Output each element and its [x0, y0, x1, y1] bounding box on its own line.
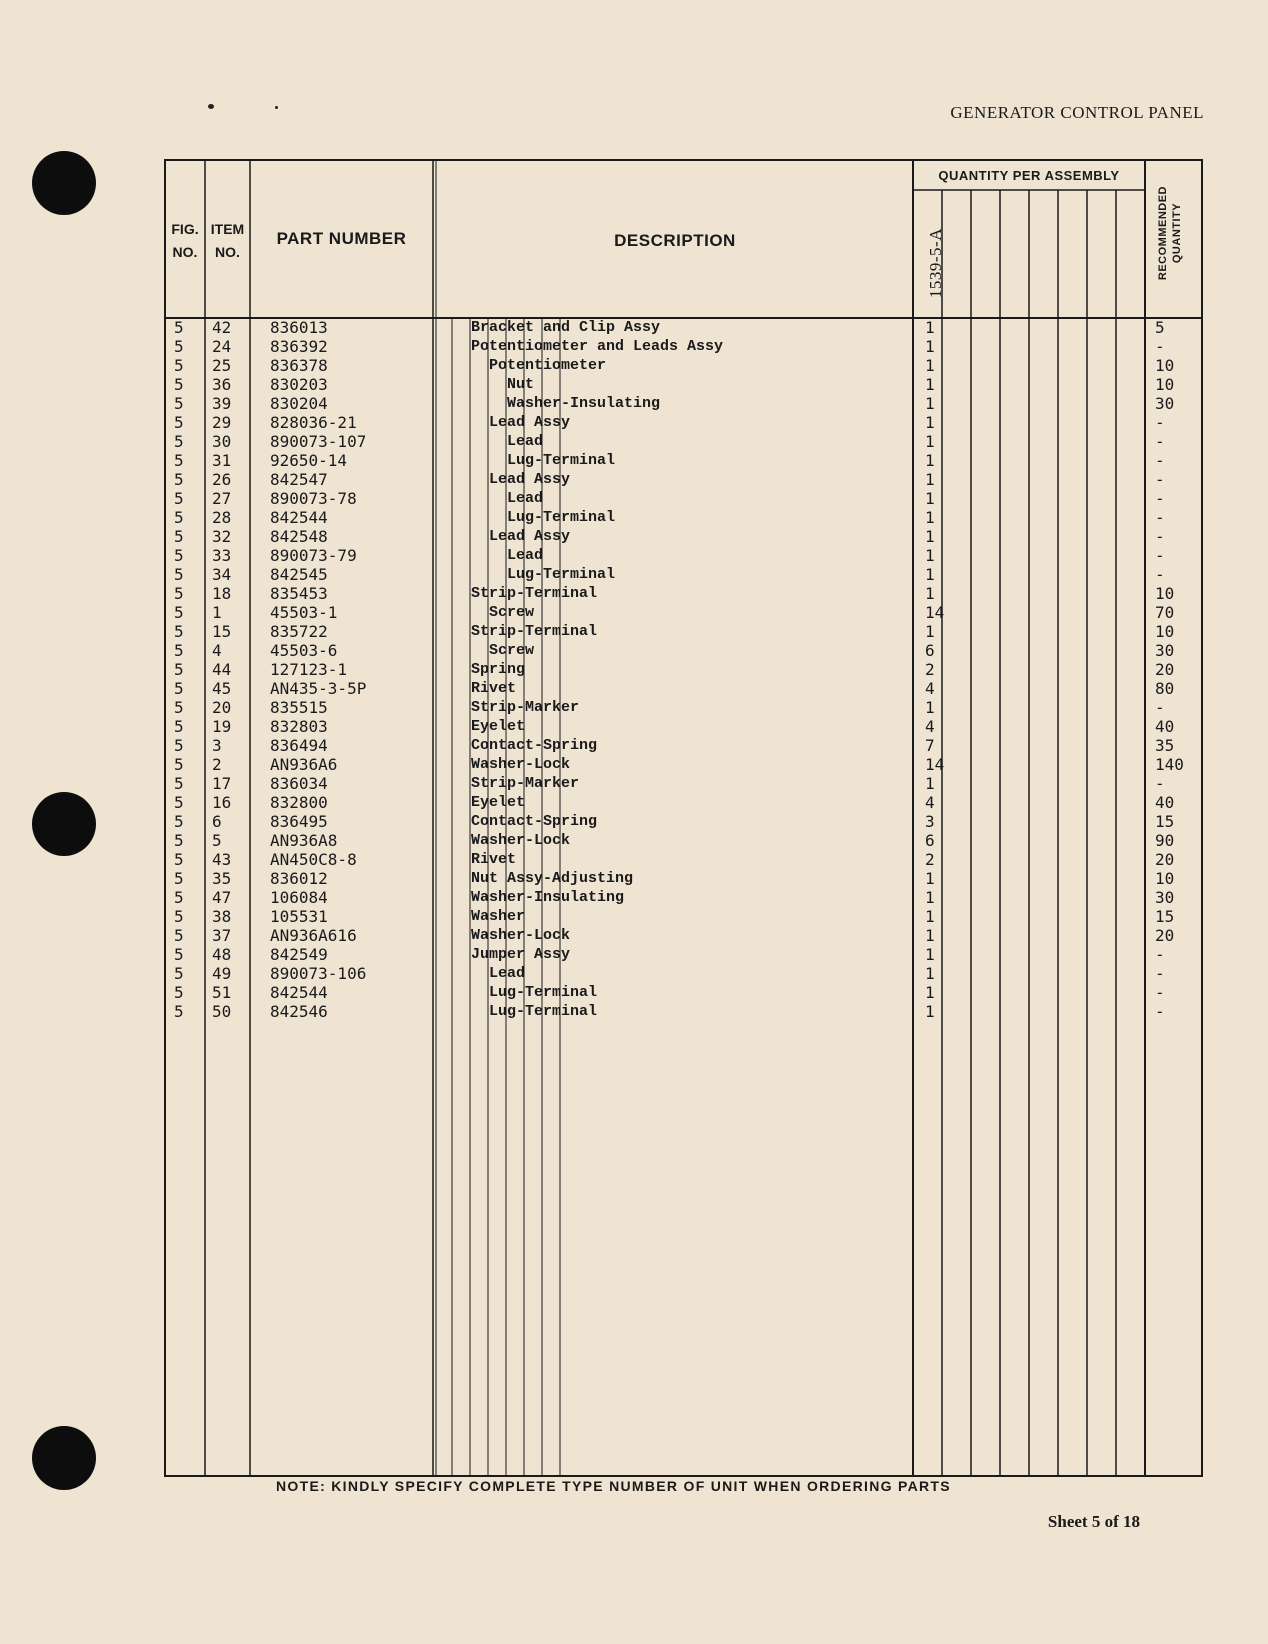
description-cell: Lug-Terminal	[507, 452, 616, 469]
table-row	[0, 660, 1268, 679]
table-row	[0, 755, 1268, 774]
description-cell: Nut	[507, 376, 535, 393]
part-number-cell: 842548	[270, 527, 328, 546]
quantity-cell: 4	[925, 717, 935, 736]
part-number-cell: 890073-106	[270, 964, 367, 983]
table-row	[0, 603, 1268, 622]
table-row	[0, 451, 1268, 470]
fig-no-cell: 5	[174, 1002, 184, 1021]
quantity-cell: 1	[925, 546, 935, 565]
quantity-cell: 1	[925, 375, 935, 394]
part-number-cell: 45503-6	[270, 641, 338, 660]
fig-no-cell: 5	[174, 356, 184, 375]
description-header: DESCRIPTION	[614, 231, 736, 250]
quantity-cell: 1	[925, 698, 935, 717]
quantity-cell: 1	[925, 527, 935, 546]
part-number-cell: 842547	[270, 470, 328, 489]
description-cell: Lead Assy	[489, 414, 571, 431]
table-row	[0, 356, 1268, 375]
part-number-cell: 836494	[270, 736, 328, 755]
table-row	[0, 622, 1268, 641]
description-cell: Lead	[507, 547, 544, 564]
table-row	[0, 1002, 1268, 1021]
item-no-cell: 51	[212, 983, 232, 1002]
part-number-cell: 842546	[270, 1002, 328, 1021]
recommended-quantity-cell: 10	[1155, 356, 1175, 375]
quantity-cell: 1	[925, 489, 935, 508]
quantity-cell: 1	[925, 888, 935, 907]
item-no-cell: 48	[212, 945, 232, 964]
recommended-quantity-cell: 90	[1155, 831, 1175, 850]
table-row	[0, 470, 1268, 489]
part-number-cell: 842544	[270, 983, 328, 1002]
item-no-cell: 36	[212, 375, 232, 394]
fig-no-cell: 5	[174, 793, 184, 812]
description-cell: Bracket and Clip Assy	[471, 319, 661, 336]
description-cell: Nut Assy-Adjusting	[471, 870, 634, 887]
quantity-cell: 1	[925, 318, 935, 337]
recommended-quantity-cell: 40	[1155, 717, 1175, 736]
item-no-cell: 50	[212, 1002, 232, 1021]
part-number-cell: AN936A6	[270, 755, 338, 774]
part-number-cell: 836034	[270, 774, 328, 793]
description-cell: Screw	[489, 642, 535, 659]
item-no-cell: 25	[212, 356, 232, 375]
item-no-cell: 27	[212, 489, 232, 508]
part-number-cell: 890073-79	[270, 546, 357, 565]
recommended-quantity-header-line1: RECOMMENDED	[1157, 186, 1169, 281]
description-cell: Lug-Terminal	[507, 566, 616, 583]
table-row	[0, 736, 1268, 755]
recommended-quantity-cell: 40	[1155, 793, 1175, 812]
table-row	[0, 413, 1268, 432]
table-row	[0, 432, 1268, 451]
fig-no-cell: 5	[174, 926, 184, 945]
fig-no-header-line2: NO.	[172, 244, 198, 260]
description-cell: Potentiometer and Leads Assy	[471, 338, 724, 355]
recommended-quantity-cell: 10	[1155, 869, 1175, 888]
part-number-cell: 92650-14	[270, 451, 348, 470]
fig-no-cell: 5	[174, 907, 184, 926]
fig-no-cell: 5	[174, 337, 184, 356]
fig-no-cell: 5	[174, 831, 184, 850]
part-number-cell: 836392	[270, 337, 328, 356]
quantity-cell: 1	[925, 1002, 935, 1021]
table-row	[0, 527, 1268, 546]
table-row	[0, 945, 1268, 964]
item-no-cell: 3	[212, 736, 222, 755]
table-row	[0, 584, 1268, 603]
item-no-cell: 35	[212, 869, 232, 888]
description-cell: Strip-Marker	[471, 699, 580, 716]
item-no-cell: 2	[212, 755, 222, 774]
description-cell: Lug-Terminal	[489, 1003, 598, 1020]
fig-no-cell: 5	[174, 850, 184, 869]
part-number-cell: 127123-1	[270, 660, 348, 679]
fig-no-cell: 5	[174, 869, 184, 888]
quantity-cell: 1	[925, 451, 935, 470]
fig-no-cell: 5	[174, 812, 184, 831]
description-cell: Jumper Assy	[471, 946, 571, 963]
fig-no-cell: 5	[174, 413, 184, 432]
fig-no-cell: 5	[174, 394, 184, 413]
item-no-cell: 39	[212, 394, 232, 413]
fig-no-cell: 5	[174, 508, 184, 527]
table-row	[0, 850, 1268, 869]
quantity-cell: 1	[925, 432, 935, 451]
recommended-quantity-cell: 5	[1155, 318, 1165, 337]
fig-no-cell: 5	[174, 679, 184, 698]
item-no-cell: 5	[212, 831, 222, 850]
recommended-quantity-cell: 35	[1155, 736, 1175, 755]
quantity-cell: 6	[925, 641, 935, 660]
description-cell: Rivet	[471, 851, 517, 868]
description-cell: Strip-Terminal	[471, 585, 598, 602]
recommended-quantity-cell: 10	[1155, 622, 1175, 641]
description-cell: Lug-Terminal	[507, 509, 616, 526]
description-cell: Contact-Spring	[471, 737, 598, 754]
recommended-quantity-cell: 30	[1155, 888, 1175, 907]
quantity-cell: 1	[925, 945, 935, 964]
item-no-cell: 1	[212, 603, 222, 622]
recommended-quantity-header	[1156, 186, 1184, 280]
part-number-cell: 828036-21	[270, 413, 357, 432]
table-row	[0, 812, 1268, 831]
part-number-cell: 836012	[270, 869, 328, 888]
item-no-cell: 33	[212, 546, 232, 565]
fig-no-cell: 5	[174, 641, 184, 660]
part-number-header: PART NUMBER	[276, 229, 407, 248]
recommended-quantity-cell: 20	[1155, 850, 1175, 869]
item-no-cell: 17	[212, 774, 232, 793]
fig-no-cell: 5	[174, 983, 184, 1002]
quantity-cell: 1	[925, 964, 935, 983]
fig-no-cell: 5	[174, 736, 184, 755]
recommended-quantity-cell: 15	[1155, 907, 1175, 926]
quantity-cell: 1	[925, 926, 935, 945]
description-cell: Lead Assy	[489, 471, 571, 488]
quantity-cell: 2	[925, 850, 935, 869]
item-no-cell: 26	[212, 470, 232, 489]
description-cell: Contact-Spring	[471, 813, 598, 830]
quantity-cell: 1	[925, 337, 935, 356]
fig-no-cell: 5	[174, 945, 184, 964]
recommended-quantity-cell: -	[1155, 1002, 1165, 1021]
item-no-cell: 38	[212, 907, 232, 926]
description-cell: Washer	[471, 908, 526, 925]
recommended-quantity-cell: -	[1155, 432, 1165, 451]
quantity-cell: 1	[925, 508, 935, 527]
part-number-cell: 842549	[270, 945, 328, 964]
item-no-cell: 49	[212, 964, 232, 983]
table-row	[0, 869, 1268, 888]
recommended-quantity-cell: 10	[1155, 584, 1175, 603]
item-no-cell: 43	[212, 850, 232, 869]
fig-no-cell: 5	[174, 527, 184, 546]
table-row	[0, 888, 1268, 907]
description-cell: Lug-Terminal	[489, 984, 598, 1001]
item-no-cell: 19	[212, 717, 232, 736]
recommended-quantity-cell: 80	[1155, 679, 1175, 698]
recommended-quantity-cell: -	[1155, 565, 1165, 584]
description-cell: Washer-Lock	[471, 756, 571, 773]
part-number-cell: 45503-1	[270, 603, 338, 622]
quantity-cell: 1	[925, 413, 935, 432]
description-cell: Strip-Marker	[471, 775, 580, 792]
recommended-quantity-cell: -	[1155, 527, 1165, 546]
quantity-cell: 2	[925, 660, 935, 679]
fig-no-header	[165, 218, 205, 264]
item-no-cell: 28	[212, 508, 232, 527]
table-row	[0, 489, 1268, 508]
description-cell: Potentiometer	[489, 357, 607, 374]
part-number-cell: AN936A8	[270, 831, 338, 850]
item-no-cell: 18	[212, 584, 232, 603]
fig-no-cell: 5	[174, 489, 184, 508]
quantity-cell: 4	[925, 793, 935, 812]
description-cell: Lead	[507, 433, 544, 450]
fig-no-cell: 5	[174, 451, 184, 470]
quantity-cell: 1	[925, 907, 935, 926]
recommended-quantity-cell: -	[1155, 337, 1165, 356]
fig-no-cell: 5	[174, 432, 184, 451]
recommended-quantity-cell: -	[1155, 470, 1165, 489]
fig-no-cell: 5	[174, 755, 184, 774]
description-cell: Lead Assy	[489, 528, 571, 545]
part-number-cell: 835722	[270, 622, 328, 641]
recommended-quantity-cell: -	[1155, 413, 1165, 432]
table-row	[0, 926, 1268, 945]
item-no-cell: 37	[212, 926, 232, 945]
quantity-cell: 14	[925, 755, 945, 774]
part-number-cell: 835453	[270, 584, 328, 603]
table-row	[0, 337, 1268, 356]
item-no-cell: 45	[212, 679, 232, 698]
quantity-cell: 3	[925, 812, 935, 831]
description-cell: Washer-Lock	[471, 927, 571, 944]
fig-no-cell: 5	[174, 470, 184, 489]
item-no-cell: 32	[212, 527, 232, 546]
part-number-cell: 842544	[270, 508, 328, 527]
part-number-cell: AN435-3-5P	[270, 679, 367, 698]
recommended-quantity-cell: 30	[1155, 394, 1175, 413]
quantity-cell: 14	[925, 603, 945, 622]
item-no-cell: 34	[212, 565, 232, 584]
recommended-quantity-cell: -	[1155, 451, 1165, 470]
recommended-quantity-cell: -	[1155, 983, 1165, 1002]
table-row	[0, 831, 1268, 850]
fig-no-cell: 5	[174, 888, 184, 907]
table-row	[0, 641, 1268, 660]
quantity-cell: 7	[925, 736, 935, 755]
part-number-cell: 842545	[270, 565, 328, 584]
description-cell: Rivet	[471, 680, 517, 697]
sheet-number: Sheet 5 of 18	[1047, 1512, 1140, 1531]
quantity-cell: 1	[925, 774, 935, 793]
fig-no-cell: 5	[174, 603, 184, 622]
table-row	[0, 318, 1268, 337]
recommended-quantity-cell: 70	[1155, 603, 1175, 622]
part-number-cell: AN450C8-8	[270, 850, 357, 869]
description-cell: Eyelet	[471, 718, 526, 735]
recommended-quantity-cell: -	[1155, 774, 1165, 793]
part-number-cell: 832803	[270, 717, 328, 736]
quantity-cell: 4	[925, 679, 935, 698]
fig-no-cell: 5	[174, 774, 184, 793]
fig-no-cell: 5	[174, 584, 184, 603]
table-row	[0, 565, 1268, 584]
fig-no-cell: 5	[174, 660, 184, 679]
item-no-cell: 24	[212, 337, 232, 356]
description-cell: Washer-Insulating	[471, 889, 625, 906]
item-no-cell: 29	[212, 413, 232, 432]
recommended-quantity-cell: 10	[1155, 375, 1175, 394]
recommended-quantity-header-line2: QUANTITY	[1171, 202, 1183, 264]
item-no-cell: 16	[212, 793, 232, 812]
recommended-quantity-cell: 140	[1155, 755, 1184, 774]
table-row	[0, 679, 1268, 698]
table-row	[0, 546, 1268, 565]
description-cell: Eyelet	[471, 794, 526, 811]
item-no-header-line1: ITEM	[210, 221, 245, 237]
fig-no-cell: 5	[174, 698, 184, 717]
fig-no-cell: 5	[174, 622, 184, 641]
item-no-header	[205, 218, 250, 264]
part-number-cell: 836495	[270, 812, 328, 831]
description-cell: Screw	[489, 604, 535, 621]
item-no-cell: 30	[212, 432, 232, 451]
page-title: GENERATOR CONTROL PANEL	[950, 103, 1204, 122]
part-number-cell: 830204	[270, 394, 328, 413]
quantity-cell: 1	[925, 470, 935, 489]
item-no-cell: 15	[212, 622, 232, 641]
quantity-cell: 1	[925, 584, 935, 603]
unit-model-header: 1539-5-A	[926, 228, 945, 299]
quantity-cell: 1	[925, 869, 935, 888]
recommended-quantity-cell: -	[1155, 489, 1165, 508]
table-row	[0, 774, 1268, 793]
table-row	[0, 375, 1268, 394]
item-no-cell: 31	[212, 451, 232, 470]
fig-no-cell: 5	[174, 964, 184, 983]
recommended-quantity-cell: -	[1155, 508, 1165, 527]
table-row	[0, 698, 1268, 717]
item-no-cell: 44	[212, 660, 232, 679]
fig-no-cell: 5	[174, 565, 184, 584]
part-number-cell: 835515	[270, 698, 328, 717]
quantity-cell: 1	[925, 983, 935, 1002]
description-cell: Washer-Lock	[471, 832, 571, 849]
ordering-note: NOTE: KINDLY SPECIFY COMPLETE TYPE NUMBER OF UNIT WHEN ORDERING PARTS	[276, 1478, 951, 1494]
part-number-cell: 890073-107	[270, 432, 367, 451]
table-row	[0, 717, 1268, 736]
fig-no-cell: 5	[174, 717, 184, 736]
item-no-cell: 42	[212, 318, 232, 337]
part-number-cell: 836378	[270, 356, 328, 375]
quantity-per-assembly-header: QUANTITY PER ASSEMBLY	[938, 168, 1120, 183]
description-cell: Washer-Insulating	[507, 395, 661, 412]
recommended-quantity-cell: 20	[1155, 926, 1175, 945]
recommended-quantity-cell: -	[1155, 964, 1165, 983]
recommended-quantity-cell: 20	[1155, 660, 1175, 679]
recommended-quantity-cell: -	[1155, 546, 1165, 565]
item-no-cell: 20	[212, 698, 232, 717]
item-no-cell: 4	[212, 641, 222, 660]
quantity-cell: 6	[925, 831, 935, 850]
part-number-cell: 836013	[270, 318, 328, 337]
recommended-quantity-cell: 15	[1155, 812, 1175, 831]
part-number-cell: 830203	[270, 375, 328, 394]
table-row	[0, 907, 1268, 926]
table-row	[0, 983, 1268, 1002]
part-number-cell: 832800	[270, 793, 328, 812]
description-cell: Lead	[489, 965, 526, 982]
fig-no-header-line1: FIG.	[171, 221, 199, 237]
recommended-quantity-cell: 30	[1155, 641, 1175, 660]
table-row	[0, 964, 1268, 983]
table-row	[0, 793, 1268, 812]
quantity-cell: 1	[925, 356, 935, 375]
item-no-cell: 6	[212, 812, 222, 831]
fig-no-cell: 5	[174, 546, 184, 565]
item-no-cell: 47	[212, 888, 232, 907]
description-cell: Spring	[471, 661, 526, 678]
description-cell: Lead	[507, 490, 544, 507]
item-no-header-line2: NO.	[215, 244, 240, 260]
part-number-cell: AN936A616	[270, 926, 357, 945]
description-cell: Strip-Terminal	[471, 623, 598, 640]
table-row	[0, 508, 1268, 527]
fig-no-cell: 5	[174, 318, 184, 337]
quantity-cell: 1	[925, 565, 935, 584]
recommended-quantity-cell: -	[1155, 698, 1165, 717]
quantity-cell: 1	[925, 394, 935, 413]
part-number-cell: 890073-78	[270, 489, 357, 508]
quantity-cell: 1	[925, 622, 935, 641]
recommended-quantity-cell: -	[1155, 945, 1165, 964]
part-number-cell: 105531	[270, 907, 328, 926]
part-number-cell: 106084	[270, 888, 328, 907]
fig-no-cell: 5	[174, 375, 184, 394]
table-row	[0, 394, 1268, 413]
